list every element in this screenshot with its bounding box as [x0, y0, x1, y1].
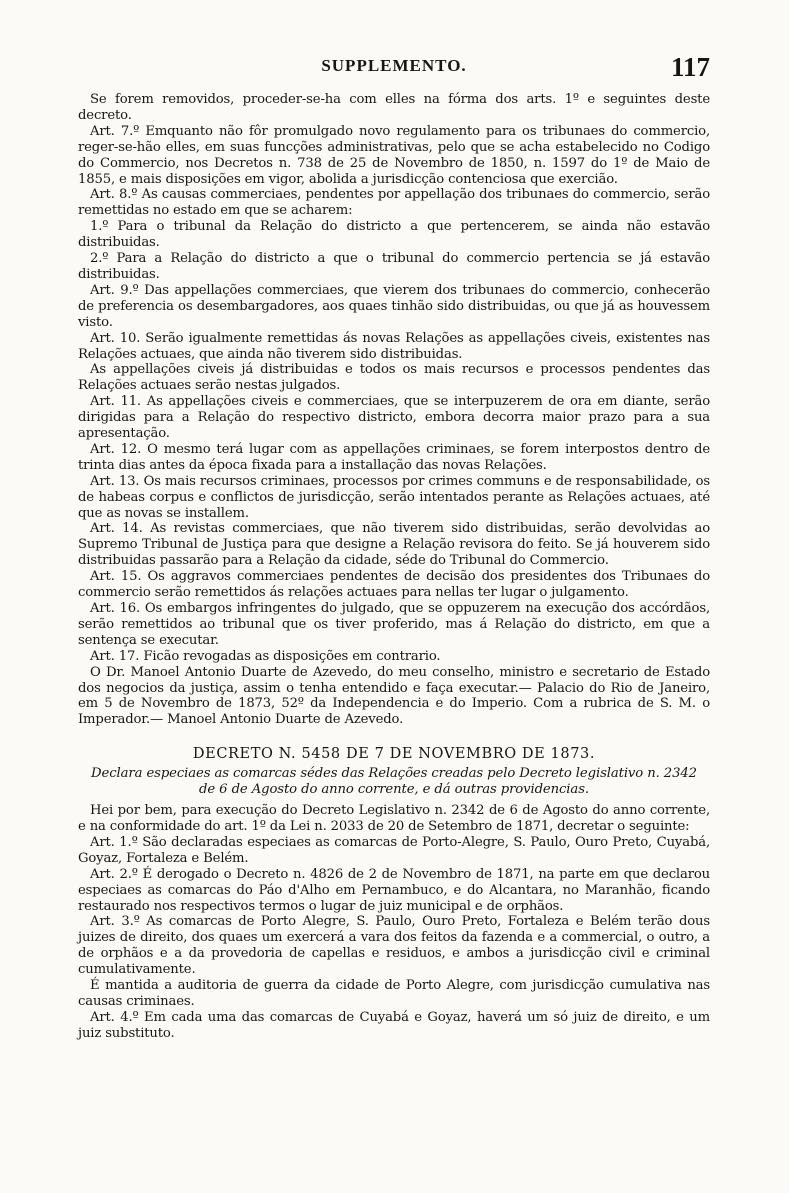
decree-summary: Declara especiaes as comarcas sédes das Relações creadas pelo Decreto legislativo n. 2342 de 6 de Agosto do anno corrente, e dá outras providencias.	[91, 766, 697, 798]
article-1: Art. 1.º São declaradas especiaes as comarcas de Porto-Alegre, S. Paulo, Ouro Preto, Cuyabá, Goyaz, Fortaleza e Belém.	[78, 834, 710, 866]
preamble: Hei por bem, para execução do Decreto Legislativo n. 2342 de 6 de Agosto do anno corrente, e na conformidade do art. 1º da Lei n. 2033 de 20 de Setembro de 1871, decretar o seguinte:	[78, 803, 710, 834]
paragraph: As appellações civeis já distribuidas e todos os mais recursos e processos pendentes das Relações actuaes serão nestas julgados.	[78, 362, 710, 394]
article-9: Art. 9.º Das appellações commerciaes, que vierem dos tribunaes do commercio, conhecerão de preferencia os desembargadores, aos quaes tinhão sido distribuidas, ou que já as houvessem visto.	[78, 282, 710, 330]
article-14: Art. 14. As revistas commerciaes, que não tiverem sido distribuidas, serão devolvidas ao Supremo Tribunal de Justiça para que designe a Relação revisora do feito. Se já houverem sido distribuidas passarão para a Relação da cidade, séde do Tribunal do Commercio.	[78, 521, 710, 569]
document-page	[78, 52, 710, 1042]
article-3: Art. 3.º As comarcas de Porto Alegre, S. Paulo, Ouro Preto, Fortaleza e Belém terão dous juizes de direito, dos quaes um exercerá a vara dos feitos da fazenda e a commercial, o outro, a de orphãos e a da provedoria de capellas e residuos, e ambos a jurisdicção civil e criminal cumulativamente.	[78, 914, 710, 978]
article-8: Art. 8.º As causas commerciaes, pendentes por appellação dos tribunaes do commercio, serão remettidas no estado em que se acharem:	[78, 187, 710, 219]
closing-paragraph: O Dr. Manoel Antonio Duarte de Azevedo, do meu conselho, ministro e secretario de Estado dos negocios da justiça, assim o tenha entendido e faça executar.— Palacio do Rio de Janeiro, em 5 de Novembro de 1873, 52º da Independencia e do Imperio. Com a rubrica de S. M. o Imperador.— Manoel Antonio Duarte de Azevedo.	[78, 664, 710, 728]
paragraph: Se forem removidos, proceder-se-ha com elles na fórma dos arts. 1º e seguintes deste decreto.	[78, 92, 710, 123]
article-10: Art. 10. Serão igualmente remettidas ás novas Relações as appellações civeis, existentes nas Relações actuaes, que ainda não tiverem sido distribuidas.	[78, 330, 710, 362]
decree-5457-continuation	[78, 92, 710, 728]
article-4: Art. 4.º Em cada uma das comarcas de Cuyabá e Goyaz, haverá um só juiz de direito, e um juiz substituto.	[78, 1009, 710, 1041]
article-13: Art. 13. Os mais recursos criminaes, processos por crimes communs e de responsabilidade, os de habeas corpus e conflictos de jurisdicção, serão intentados perante as Relações actuaes, até que as novas se installem.	[78, 473, 710, 521]
paragraph: É mantida a auditoria de guerra da cidade de Porto Alegre, com jurisdicção cumulativa nas causas criminaes.	[78, 978, 710, 1009]
page-number: 117	[670, 52, 710, 82]
page-header	[78, 52, 710, 92]
article-16: Art. 16. Os embargos infringentes do julgado, que se oppuzerem na execução dos accórdãos, serão remettidos ao tribunal que os tiver proferido, mas á Relação do districto, em que a sentença se executar.	[78, 601, 710, 648]
article-8-item-2: 2.º Para a Relação do districto a que o tribunal do commercio pertencia se já estavão distribuidas.	[78, 251, 710, 282]
article-7: Art. 7.º Emquanto não fôr promulgado novo regulamento para os tribunaes do commercio, reger-se-hão elles, em suas funcções administrativas, pelo que se acha estabelecido no Codigo do Commercio, nos Decretos n. 738 de 25 de Novembro de 1850, n. 1597 do 1º de Maio de 1855, e mais disposições em vigor, abolida a jurisdicção contenciosa que exercião.	[78, 123, 710, 187]
article-11: Art. 11. As appellações civeis e commerciaes, que se interpuzerem de ora em diante, serão dirigidas para a Relação do respectivo districto, embora decorra maior prazo para a sua apresentação.	[78, 394, 710, 442]
article-12: Art. 12. O mesmo terá lugar com as appellações criminaes, se forem interpostos dentro de trinta dias antes da época fixada para a installação das novas Relações.	[78, 441, 710, 473]
article-8-item-1: 1.º Para o tribunal da Relação do districto a que pertencerem, se ainda não estavão distribuidas.	[78, 219, 710, 251]
section-gap	[78, 728, 710, 746]
article-2: Art. 2.º É derogado o Decreto n. 4826 de 2 de Novembro de 1871, na parte em que declarou especiaes as comarcas do Páo d'Alho em Pernambuco, e do Alcantara, no Maranhão, ficando restaurado nos respectivos termos o lugar de juiz municipal e de orphãos.	[78, 866, 710, 914]
article-15: Art. 15. Os aggravos commerciaes pendentes de decisão dos presidentes dos Tribunaes do commercio serão remettidos ás relações actuaes para nellas ter lugar o julgamento.	[78, 569, 710, 601]
article-17: Art. 17. Ficão revogadas as disposições em contrario.	[90, 648, 441, 664]
decree-5458	[78, 746, 710, 1041]
running-head: SUPPLEMENTO.	[321, 56, 467, 75]
decree-title: DECRETO N. 5458 DE 7 DE NOVEMBRO DE 1873.	[192, 746, 596, 763]
